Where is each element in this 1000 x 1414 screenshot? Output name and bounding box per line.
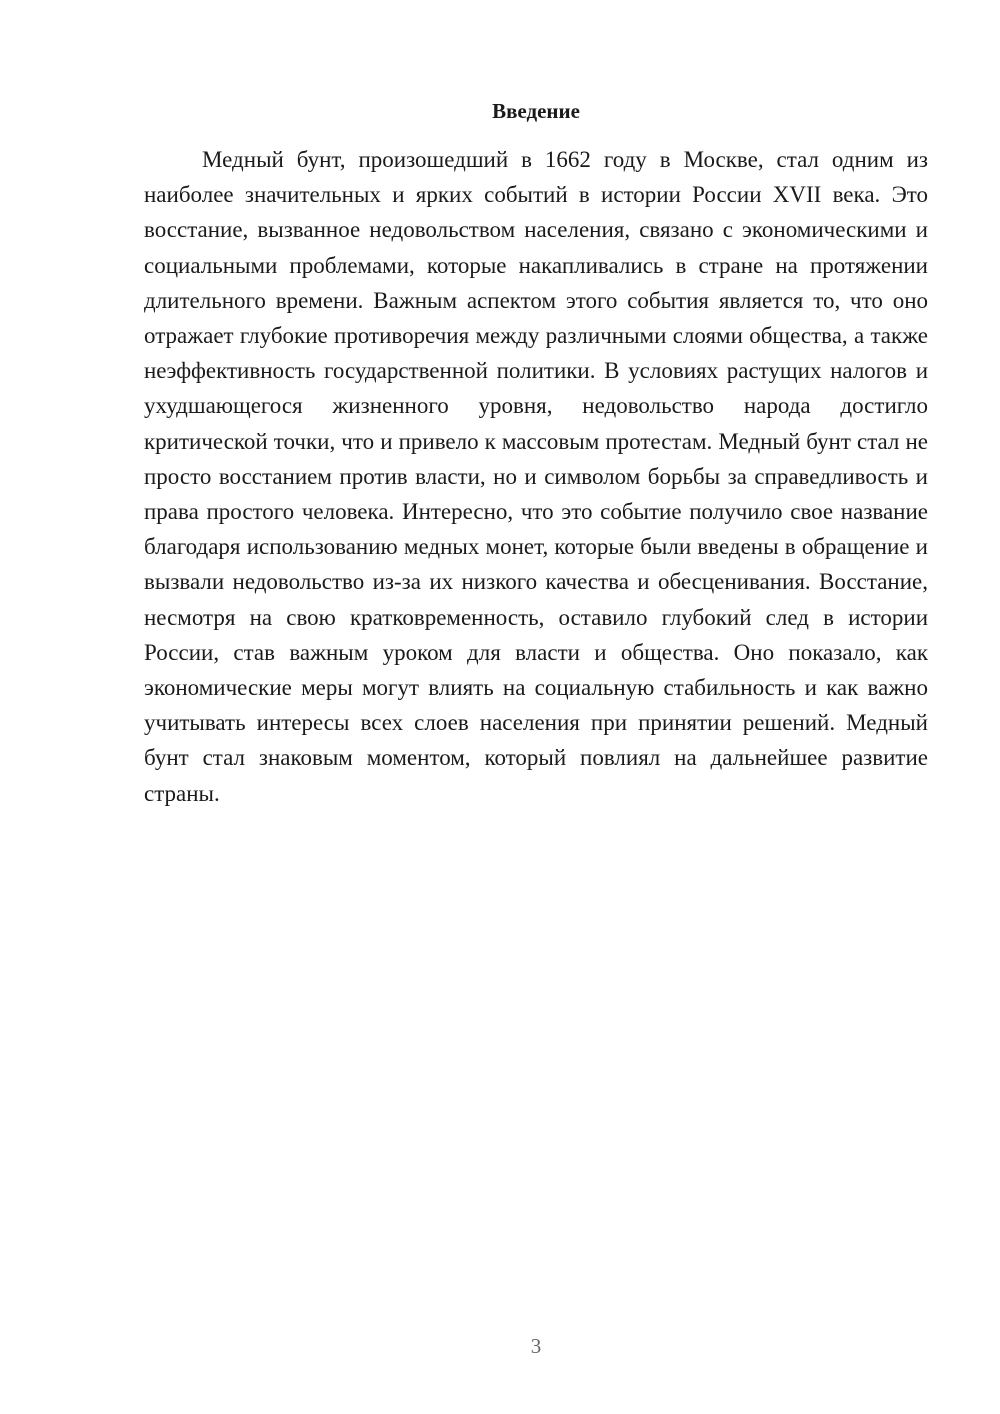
- section-heading: Введение: [492, 99, 580, 123]
- page-number: 3: [530, 1334, 542, 1358]
- body-paragraph: Медный бунт, произошедший в 1662 году в Москве, стал одним из наиболее значительных и ярких событий в истории России XVII века. Это восстание, вызванное недовольством населения, связано с экономическими и социальными проблемами, которые накапливались в стране на протяжении длительного времени. Важным аспектом этого события является то, что оно отражает глубокие противоречия между различными слоями общества, а также неэффективность государственной политики. В условиях растущих налогов и ухудшающегося жизненного уровня, недовольство народа достигло критической точки, что и привело к массовым протестам. Медный бунт стал не просто восстанием против власти, но и символом борьбы за справедливость и права простого человека. Интересно, что это событие получило свое название благодаря использованию медных монет, которые были введены в обращение и вызвали недовольство из-за их низкого качества и обесценивания. Восстание, несмотря на свою кратковременность, оставило глубокий след в истории России, став важным уроком для власти и общества. Оно показало, как экономические меры могут влиять на социальную стабильность и как важно учитывать интересы всех слоев населения при принятии решений. Медный бунт стал знаковым моментом, который повлиял на дальнейшее развитие страны.: [144, 147, 928, 806]
